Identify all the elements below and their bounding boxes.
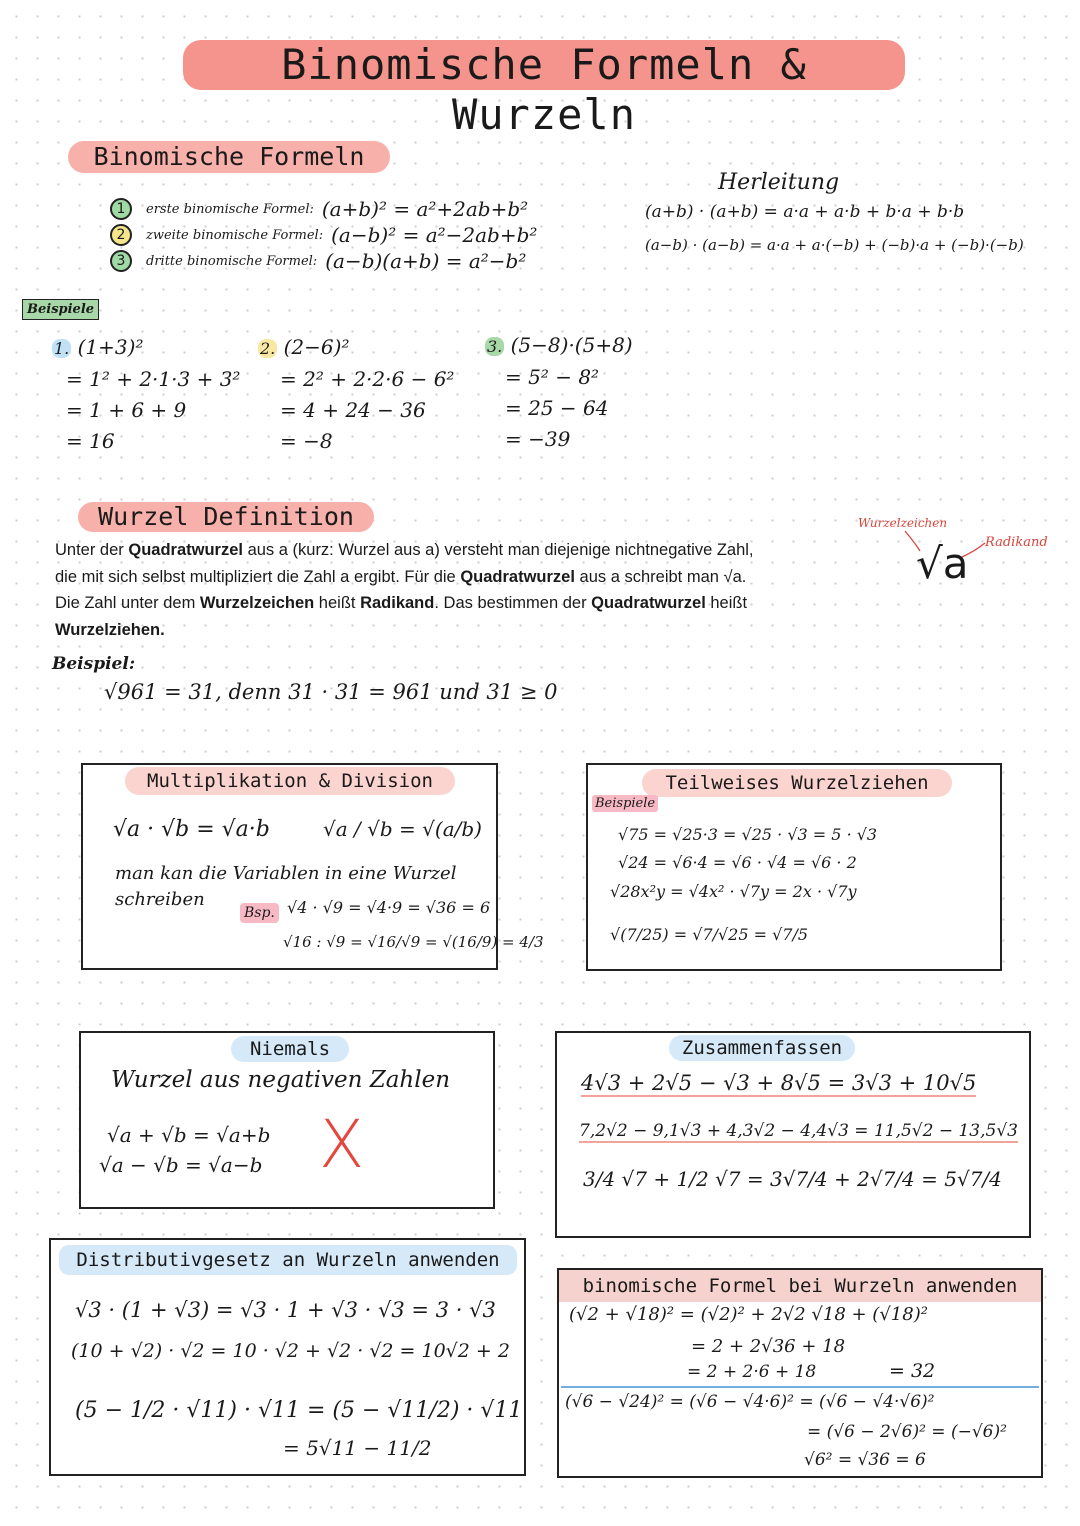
binom-heading: Binomische Formeln xyxy=(68,141,390,173)
page-title: Binomische Formeln & Wurzeln xyxy=(183,40,905,90)
distrib-line-1: √3 · (1 + √3) = √3 · 1 + √3 · √3 = 3 · √3 xyxy=(75,1298,496,1322)
beispiele-label: Beispiele xyxy=(22,299,99,320)
formula-number-3: 3 xyxy=(110,250,132,272)
example-number: 3. xyxy=(487,337,503,356)
teilweise-line-4: √(7/25) = √7/√25 = √7/5 xyxy=(610,925,809,944)
cross-icon: X xyxy=(319,1106,365,1183)
binomwurzel-line-4: = 32 xyxy=(889,1360,936,1382)
example-line: = 1² + 2·1·3 + 3² xyxy=(66,367,241,391)
teilweise-line-1: √75 = √25·3 = √25 · √3 = 5 · √3 xyxy=(618,825,878,844)
distrib-title: Distributivgesetz an Wurzeln anwenden xyxy=(59,1245,517,1275)
zusammen-line-1: 4√3 + 2√5 − √3 + 8√5 = 3√3 + 10√5 xyxy=(581,1071,977,1095)
binomwurzel-line-2: = 2 + 2√36 + 18 xyxy=(691,1336,846,1357)
zusammen-line-2: 7,2√2 − 9,1√3 + 4,3√2 − 4,4√3 = 11,5√2 − 13,5√3 xyxy=(579,1121,1018,1141)
radikand-arrows xyxy=(900,525,990,565)
example-line: = 2² + 2·2·6 − 6² xyxy=(280,367,455,391)
example-line: = 25 − 64 xyxy=(505,396,609,420)
binom-formula-3 xyxy=(110,248,580,274)
multdiv-box xyxy=(81,763,544,970)
definition-line-4: Wurzelziehen. xyxy=(55,620,165,639)
niemals-line-1: √a + √b = √a+b xyxy=(107,1123,271,1147)
wurzel-beispiel-label: Beispiel: xyxy=(52,654,136,674)
wurzel-definition-text xyxy=(55,537,895,643)
niemals-title: Niemals xyxy=(231,1036,349,1062)
radikand-label: Radikand xyxy=(985,535,1048,550)
binomwurzel-line-3: = 2 + 2·6 + 18 xyxy=(687,1362,817,1382)
binom-formula-list xyxy=(110,196,580,274)
herleitung-line-2: (a−b) · (a−b) = a·a + a·(−b) + (−b)·a + (−b)·(−b) xyxy=(645,236,1024,254)
wurzel-symbol: √a xyxy=(916,539,969,588)
binomwurzel-line-7: √6² = √36 = 6 xyxy=(804,1450,926,1470)
herleitung-title: Herleitung xyxy=(718,170,840,195)
niemals-text: Wurzel aus negativen Zahlen xyxy=(111,1067,451,1093)
zusammen-line-3: 3/4 √7 + 1/2 √7 = 3√7/4 + 2√7/4 = 5√7/4 xyxy=(583,1167,1002,1191)
binomwurzel-box xyxy=(557,1268,1043,1478)
formula-expr: (a+b)² = a²+2ab+b² xyxy=(321,197,529,221)
wurzel-beispiel-expr: √961 = 31, denn 31 · 31 = 961 und 31 ≥ 0 xyxy=(104,680,558,704)
multdiv-bsp-1: √4 · √9 = √4·9 = √36 = 6 xyxy=(287,898,491,917)
formula-label: dritte binomische Formel: xyxy=(146,253,318,269)
example-line: = 4 + 24 − 36 xyxy=(280,398,426,422)
distrib-line-2: (10 + √2) · √2 = 10 · √2 + √2 · √2 = 10√2 + 2 xyxy=(71,1340,510,1362)
binomwurzel-line-5: (√6 − √24)² = (√6 − √4·6)² = (√6 − √4·√6)² xyxy=(565,1392,935,1412)
example-line: (2−6)² xyxy=(283,335,350,359)
formula-label: erste binomische Formel: xyxy=(146,201,314,217)
example-line: = 1 + 6 + 9 xyxy=(66,398,187,422)
formula-expr: (a−b)² = a²−2ab+b² xyxy=(331,223,538,247)
distrib-line-3: (5 − 1/2 · √11) · √11 = (5 − √11/2) · √11 xyxy=(75,1398,523,1423)
binomwurzel-title: binomische Formel bei Wurzeln anwenden xyxy=(559,1270,1041,1302)
binomwurzel-line-6: = (√6 − 2√6)² = (−√6)² xyxy=(807,1422,1007,1442)
example-line: (5−8)·(5+8) xyxy=(510,333,633,357)
example-line: (1+3)² xyxy=(77,335,144,359)
niemals-box xyxy=(79,1031,495,1209)
binom-formula-2 xyxy=(110,222,580,248)
example-line: = −39 xyxy=(505,427,571,451)
example-number: 2. xyxy=(260,339,276,358)
example-number: 1. xyxy=(54,339,70,358)
definition-line-1: Unter der Quadratwurzel aus a (kurz: Wurzel aus a) versteht man diejenige nichtnegative Zahl, xyxy=(55,541,754,559)
teilweise-label: Beispiele xyxy=(592,795,658,812)
multdiv-bsp-2: √16 : √9 = √16/√9 = √(16/9) = 4/3 xyxy=(283,933,544,951)
teilweise-box xyxy=(586,763,1002,971)
distrib-box xyxy=(49,1238,526,1476)
binomwurzel-divider xyxy=(561,1386,1039,1388)
formula-number-1: 1 xyxy=(110,198,132,220)
example-line: = −8 xyxy=(280,429,333,453)
definition-line-2: die mit sich selbst multipliziert die Zahl a ergibt. Für die Quadratwurzel aus a schreibt man √a. xyxy=(55,567,747,586)
zusammen-box xyxy=(555,1031,1031,1238)
distrib-line-4: = 5√11 − 11/2 xyxy=(283,1436,432,1460)
multdiv-note-2: schreiben xyxy=(115,889,205,910)
binom-formula-1 xyxy=(110,196,580,222)
binomwurzel-line-1: (√2 + √18)² = (√2)² + 2√2 √18 + (√18)² xyxy=(569,1304,928,1325)
multdiv-rule-2: √a / √b = √(a/b) xyxy=(323,817,482,841)
example-line: = 16 xyxy=(66,429,115,453)
teilweise-title: Teilweises Wurzelziehen xyxy=(642,769,952,797)
multdiv-title: Multiplikation & Division xyxy=(125,767,455,795)
example-line: = 5² − 8² xyxy=(505,365,600,389)
example-3 xyxy=(485,330,633,455)
formula-number-2: 2 xyxy=(110,224,132,246)
wurzelzeichen-label: Wurzelzeichen xyxy=(858,516,948,530)
example-2 xyxy=(258,332,454,457)
multdiv-bsp-label: Bsp. xyxy=(240,903,279,923)
herleitung-line-1: (a+b) · (a+b) = a·a + a·b + b·a + b·b xyxy=(645,202,965,222)
formula-expr: (a−b)(a+b) = a²−b² xyxy=(325,249,527,273)
multdiv-note-1: man kan die Variablen in eine Wurzel xyxy=(115,863,457,884)
example-1 xyxy=(52,332,240,457)
teilweise-line-3: √28x²y = √4x² · √7y = 2x · √7y xyxy=(610,882,857,901)
teilweise-line-2: √24 = √6·4 = √6 · √4 = √6 · 2 xyxy=(618,853,857,872)
niemals-line-2: √a − √b = √a−b xyxy=(99,1153,263,1177)
definition-line-3: Die Zahl unter dem Wurzelzeichen heißt Radikand. Das bestimmen der Quadratwurzel heißt xyxy=(55,594,748,612)
wurzel-heading: Wurzel Definition xyxy=(78,502,374,532)
zusammen-title: Zusammenfassen xyxy=(669,1035,855,1061)
formula-label: zweite binomische Formel: xyxy=(146,227,324,243)
multdiv-rule-1: √a · √b = √a·b xyxy=(113,817,270,842)
